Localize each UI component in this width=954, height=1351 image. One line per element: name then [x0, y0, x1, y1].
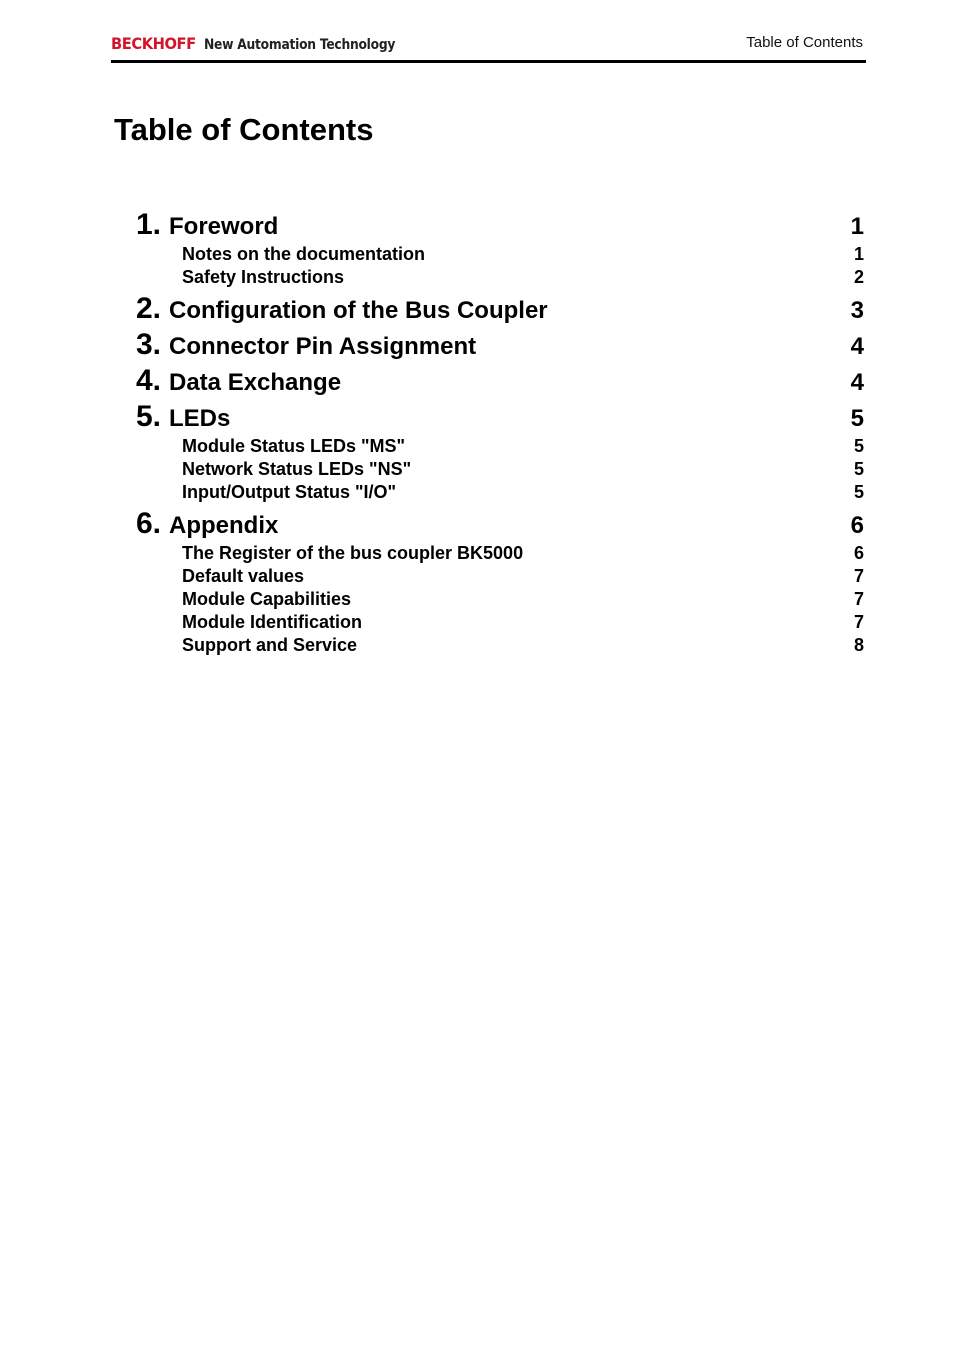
chapter-number: 2. [136, 292, 162, 325]
toc-subsection-row[interactable] [182, 267, 864, 290]
chapter-number: 1. [136, 208, 162, 241]
chapter-page-number: 5 [850, 405, 864, 432]
subsection-page-number: 8 [853, 635, 864, 655]
subsection-title: Module Status LEDs "MS" [182, 436, 406, 456]
toc-chapter-row[interactable] [136, 400, 864, 436]
header-section-title: Table of Contents [746, 34, 863, 51]
toc-chapter [136, 328, 864, 364]
chapter-page-number: 4 [850, 369, 864, 396]
toc-subsection-list [182, 543, 864, 660]
table-of-contents [136, 208, 864, 660]
toc-subsection-row[interactable] [182, 436, 864, 459]
subsection-page-number: 5 [853, 482, 864, 502]
toc-chapter [136, 292, 864, 328]
subsection-title: Support and Service [182, 635, 358, 655]
subsection-page-number: 5 [853, 459, 864, 479]
toc-subsection-row[interactable] [182, 459, 864, 482]
brand-name: BECKHOFF [111, 34, 196, 53]
subsection-title: Default values [182, 566, 305, 586]
chapter-number: 5. [136, 400, 162, 433]
chapter-page-number: 1 [850, 213, 864, 240]
subsection-page-number: 7 [853, 566, 864, 586]
toc-chapter [136, 400, 864, 507]
chapter-title: Appendix [169, 512, 279, 539]
subsection-title: Input/Output Status "I/O" [182, 482, 397, 502]
toc-subsection-row[interactable] [182, 482, 864, 505]
header-divider [111, 60, 866, 63]
chapter-number: 3. [136, 328, 162, 361]
chapter-title: Connector Pin Assignment [169, 333, 477, 360]
subsection-page-number: 7 [853, 612, 864, 632]
toc-subsection-row[interactable] [182, 566, 864, 589]
toc-subsection-row[interactable] [182, 589, 864, 612]
subsection-page-number: 6 [853, 543, 864, 563]
chapter-number: 4. [136, 364, 162, 397]
chapter-title: Foreword [169, 213, 279, 240]
page-header [111, 30, 866, 62]
chapter-title: Configuration of the Bus Coupler [169, 297, 548, 324]
toc-subsection-list [182, 244, 864, 292]
toc-subsection-row[interactable] [182, 244, 864, 267]
brand-tagline: New Automation Technology [203, 37, 395, 53]
chapter-title: Data Exchange [169, 369, 342, 396]
toc-chapter-row[interactable] [136, 208, 864, 244]
toc-chapter [136, 364, 864, 400]
brand-logo [111, 34, 421, 54]
toc-chapter [136, 208, 864, 292]
subsection-title: Module Identification [182, 612, 362, 632]
subsection-title: Notes on the documentation [182, 244, 425, 264]
subsection-title: Network Status LEDs "NS" [182, 459, 412, 479]
subsection-page-number: 1 [853, 244, 864, 264]
page-title: Table of Contents [114, 112, 374, 147]
subsection-title: The Register of the bus coupler BK5000 [182, 543, 524, 563]
toc-subsection-row[interactable] [182, 543, 864, 566]
toc-subsection-row[interactable] [182, 612, 864, 635]
chapter-page-number: 4 [850, 333, 864, 360]
subsection-title: Module Capabilities [182, 589, 352, 609]
toc-subsection-row[interactable] [182, 635, 864, 658]
chapter-title: LEDs [169, 405, 231, 432]
chapter-page-number: 6 [850, 512, 864, 539]
chapter-page-number: 3 [850, 297, 864, 324]
toc-chapter-row[interactable] [136, 364, 864, 400]
subsection-page-number: 2 [853, 267, 864, 287]
toc-chapter [136, 507, 864, 660]
subsection-title: Safety Instructions [182, 267, 345, 287]
subsection-page-number: 5 [853, 436, 864, 456]
toc-chapter-row[interactable] [136, 328, 864, 364]
toc-chapter-row[interactable] [136, 292, 864, 328]
toc-subsection-list [182, 436, 864, 507]
subsection-page-number: 7 [853, 589, 864, 609]
toc-chapter-row[interactable] [136, 507, 864, 543]
chapter-number: 6. [136, 507, 162, 540]
